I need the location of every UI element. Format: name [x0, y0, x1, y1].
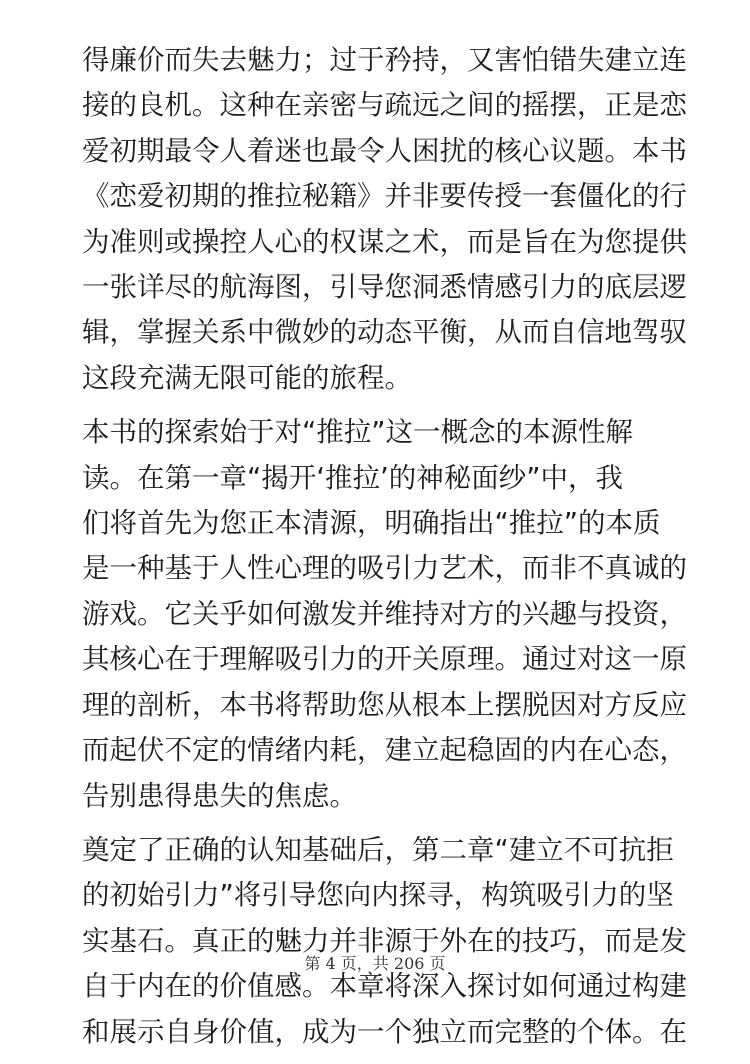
text-line: 和展示自身价值，成为一个独立而完整的个体。在 [82, 1015, 687, 1048]
text-line: 得廉价而失去魅力；过于矜持，又害怕错失建立连 [82, 44, 687, 76]
text-line: 奠定了正确的认知基础后，第二章“建立不可抗拒 [82, 833, 674, 866]
text-line: 游戏。它关乎如何激发并维持对方的兴趣与投资， [82, 597, 687, 630]
paragraph-1 [82, 38, 687, 401]
paragraph-2 [82, 410, 687, 819]
text-line: 为准则或操控人心的权谋之术，而是旨在为您提供 [82, 225, 687, 258]
paragraph-3 [82, 828, 687, 1055]
text-line: 接的良机。这种在亲密与疏远之间的摇摆，正是恋 [82, 89, 687, 122]
text-line: 《恋爱初期的推拉秘籍》并非要传授一套僵化的行 [82, 180, 687, 213]
text-line: 本书的探索始于对“推拉”这一概念的本源性解 [82, 416, 633, 449]
body-text [82, 38, 687, 1064]
text-line: 告别患得患失的焦虑。 [82, 779, 357, 812]
text-line: 的初始引力”将引导您向内探寻，构筑吸引力的坚 [82, 879, 674, 912]
page-number-footer: 第 4 页，共 206 页 [304, 954, 446, 973]
text-line: 自于内在的价值感。本章将深入探讨如何通过构建 [82, 970, 687, 1003]
text-line: 是一种基于人性心理的吸引力艺术，而非不真诚的 [82, 552, 687, 585]
text-line: 理的剖析，本书将帮助您从根本上摆脱因对方反应 [82, 688, 687, 721]
text-line: 一张详尽的航海图，引导您洞悉情感引力的底层逻 [82, 271, 687, 304]
text-line: 实基石。真正的魅力并非源于外在的技巧，而是发 [82, 924, 687, 957]
text-line: 读。在第一章“揭开‘推拉’的神秘面纱”中，我 [82, 461, 623, 494]
text-line: 们将首先为您正本清源，明确指出“推拉”的本质 [82, 507, 661, 540]
text-line: 其核心在于理解吸引力的开关原理。通过对这一原 [82, 643, 687, 676]
text-line: 这段充满无限可能的旅程。 [82, 361, 412, 394]
text-line: 辑，掌握关系中微妙的动态平衡，从而自信地驾驭 [82, 316, 687, 349]
text-line: 爱初期最令人着迷也最令人困扰的核心议题。本书 [82, 134, 687, 167]
text-line: 而起伏不定的情绪内耗，建立起稳固的内在心态， [82, 734, 687, 767]
